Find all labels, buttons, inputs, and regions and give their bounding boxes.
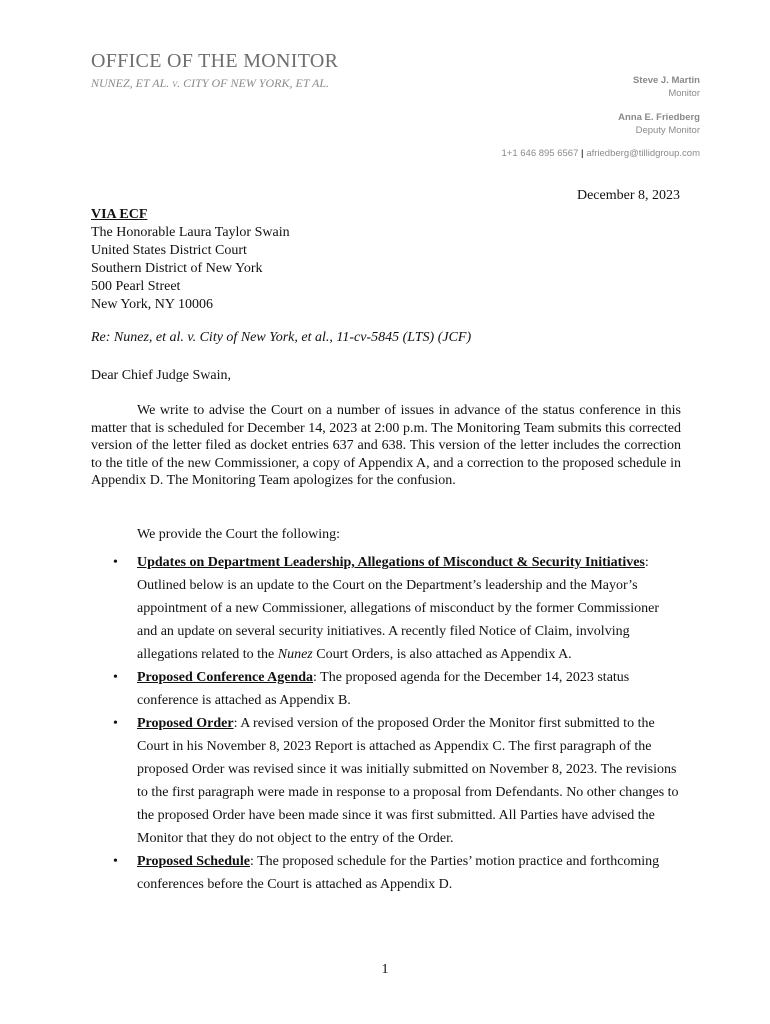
phone-number: 1+1 646 895 6567 bbox=[501, 148, 579, 159]
address-line: The Honorable Laura Taylor Swain bbox=[91, 225, 290, 240]
item-text: : The proposed schedule for the Parties’ motion practice and forthcoming conferences before the Court is attached as Appendix D. bbox=[137, 854, 660, 892]
recipient-address bbox=[91, 206, 290, 314]
item-text-emphasis: Nunez bbox=[277, 647, 313, 662]
contact-separator: | bbox=[581, 148, 584, 159]
address-line: United States District Court bbox=[91, 243, 247, 258]
list-item bbox=[91, 551, 681, 666]
item-text: : Outlined below is an update to the Court on the Department’s leadership and the Mayor’s appointment of a new Commissioner, allegations of misconduct by the former Commissioner and an update on several security initiatives. A recently filed Notice of Claim, involving allegations related to the bbox=[137, 555, 660, 662]
item-heading: Proposed Schedule bbox=[137, 854, 250, 869]
item-heading: Proposed Order bbox=[137, 716, 234, 731]
list-item bbox=[91, 850, 681, 896]
contact-name: Anna E. Friedberg bbox=[618, 112, 700, 123]
address-line: Southern District of New York bbox=[91, 261, 263, 276]
body-paragraph: We write to advise the Court on a number of issues in advance of the status conference in this matter that is scheduled for December 14, 2023 at 2:00 p.m. The Monitoring Team submits this corrected version of the letter filed as docket entries 637 and 638. This version of the letter includes the correction to the title of the new Commissioner, a copy of Appendix A, and a correction to the proposed schedule in Appendix D. The Monitoring Team apologizes for the confusion. bbox=[91, 403, 681, 488]
list-item bbox=[91, 666, 681, 712]
via-ecf: VIA ECF bbox=[91, 207, 148, 222]
email-link[interactable]: afriedberg@tillidgroup.com bbox=[586, 148, 700, 159]
address-line: New York, NY 10006 bbox=[91, 297, 213, 312]
item-list bbox=[91, 551, 681, 896]
bullet-icon: • bbox=[113, 716, 118, 731]
office-title: OFFICE OF THE MONITOR bbox=[91, 50, 339, 72]
case-caption: NUNEZ, ET AL. v. CITY OF NEW YORK, ET AL. bbox=[91, 76, 330, 90]
address-line: 500 Pearl Street bbox=[91, 279, 181, 294]
bullet-icon: • bbox=[113, 670, 118, 685]
item-text: : A revised version of the proposed Order the Monitor first submitted to the Court in his November 8, 2023 Report is attached as Appendix C. The first paragraph of the proposed Order was revised since it was initially submitted on November 8, 2023. The revisions to the first paragraph were made in response to a proposal from Defendants. No other changes to the proposed Order have been made since it was first submitted. All Parties have advised the Monitor that they do not object to the entry of the Order. bbox=[137, 716, 679, 846]
list-item bbox=[91, 712, 681, 850]
salutation: Dear Chief Judge Swain, bbox=[91, 368, 231, 383]
contact-role: Monitor bbox=[668, 88, 700, 99]
contact-role: Deputy Monitor bbox=[635, 125, 700, 136]
item-text: Court Orders, is also attached as Appendix A. bbox=[312, 647, 572, 662]
item-heading: Updates on Department Leadership, Allegations of Misconduct & Security Initiatives bbox=[137, 555, 645, 570]
page-number: 1 bbox=[381, 962, 389, 977]
item-heading: Proposed Conference Agenda bbox=[137, 670, 314, 685]
contact-name: Steve J. Martin bbox=[632, 75, 700, 86]
bullet-icon: • bbox=[113, 854, 118, 869]
contact-monitor bbox=[633, 74, 700, 100]
contact-details bbox=[502, 147, 701, 160]
re-line: Re: Nunez, et al. v. City of New York, et al., 11-cv-5845 (LTS) (JCF) bbox=[91, 330, 472, 345]
bullet-icon: • bbox=[113, 555, 118, 570]
item-text: : The proposed agenda for the December 14, 2023 status conference is attached as Appendix B. bbox=[137, 670, 630, 708]
list-intro: We provide the Court the following: bbox=[137, 527, 340, 542]
letter-date: December 8, 2023 bbox=[576, 188, 680, 203]
contact-deputy-monitor bbox=[618, 111, 700, 137]
